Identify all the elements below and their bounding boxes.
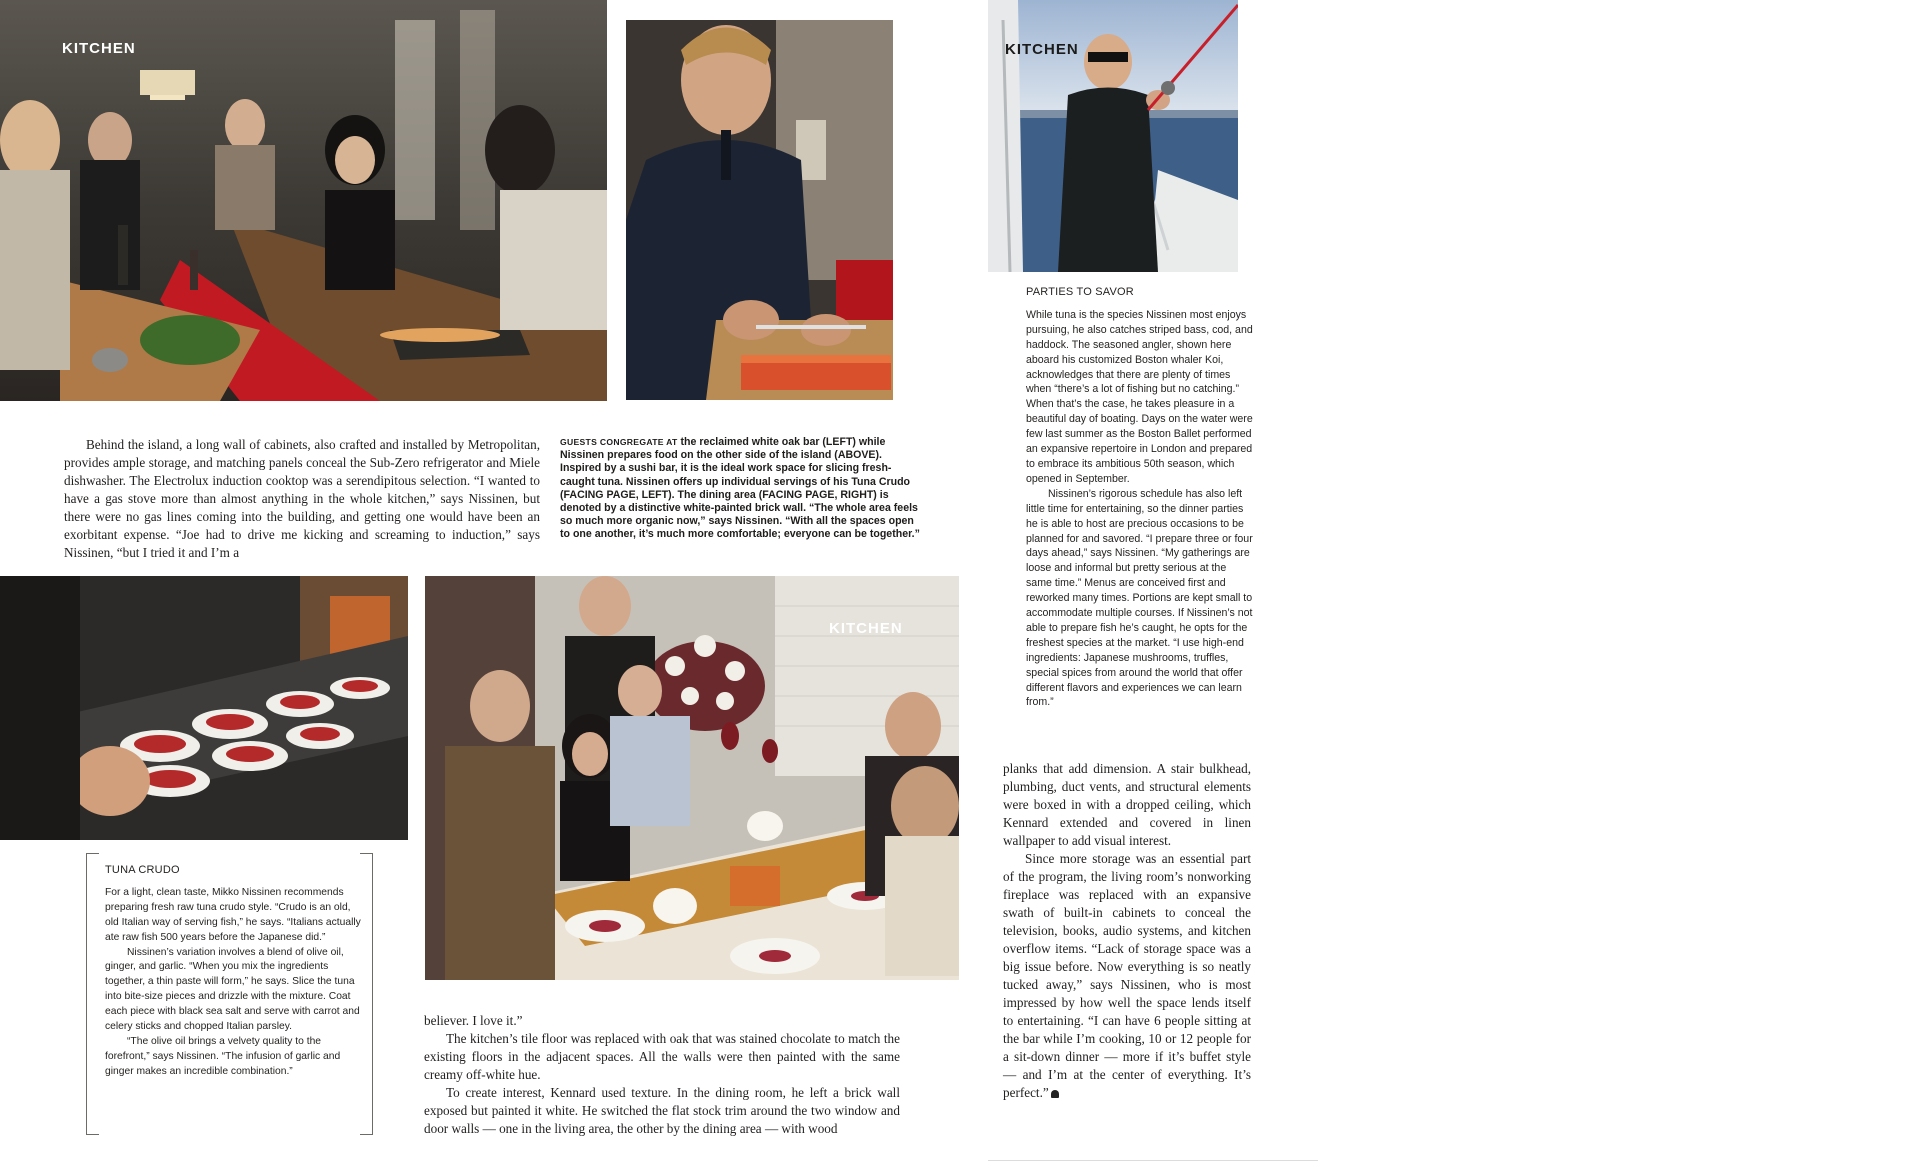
body-paragraph: To create interest, Kennard used texture. In the dining room, he left a brick wall exposed but painted it white. He switched the flat stock trim around the two window and door walls — one in the living area, the other by the dining area — with wood xyxy=(424,1085,900,1136)
body-paragraph-text: Since more storage was an essential part of the program, the living room’s nonworking fireplace was replaced with an expansive swath of built-in cabinets to conceal the television, books, audio systems, and kitchen overflow items. “Lack of storage space was a big issue before. Now everything is so neatly tucked away,” says Nissinen, who is most impressed by how well the space lends itself to entertaining. “I can have 6 people sitting at the bar while I’m cooking, 10 or 12 people for a sit-down dinner — more if it’s buffet style — and I’m at the center of everything. It’s perfect.” xyxy=(1003,851,1251,1100)
bar-scene-photo xyxy=(0,0,607,401)
caption-text: the reclaimed white oak bar (LEFT) while Nissinen prepares food on the other side of the island (ABOVE). Inspired by a sushi bar, it is the ideal work space for slicing fresh-caught tuna. Nissinen offers up individual servings of his Tuna Crudo (FACING PAGE, LEFT). The dining area (FACING PAGE, RIGHT) is denoted by a distinctive white-painted brick wall. “The whole area feels so much more organic now,” says Nissinen. “With all the spaces open to one another, it’s much more comfortable; everyone can be together.” xyxy=(560,436,920,541)
dining-toast-photo xyxy=(425,576,959,980)
recipe-paragraph: “The olive oil brings a velvety quality to the forefront,” says Nissinen. “The infusion of garlic and ginger makes an incredible combination.” xyxy=(105,1035,341,1077)
photo-caption xyxy=(560,436,922,542)
tuna-crudo-recipe xyxy=(105,863,363,1080)
section-tag: KITCHEN xyxy=(62,40,136,57)
recipe-paragraph: For a light, clean taste, Mikko Nissinen recommends preparing fresh raw tuna crudo style. “Crudo is an old, old Italian way of serving fish,” he says. “Italians actually ate raw fish 500 years before the Japanese did.” xyxy=(105,886,361,943)
body-text-bottom xyxy=(424,1012,900,1138)
section-tag: KITCHEN xyxy=(1005,41,1079,58)
recipe-box-left-bracket xyxy=(86,853,99,1135)
crudo-spoons-photo xyxy=(0,576,408,840)
body-paragraph: believer. I love it.” xyxy=(424,1013,523,1028)
caption-lead: GUESTS CONGREGATE AT xyxy=(560,437,678,447)
chef-slicing-photo xyxy=(626,20,893,400)
recipe-paragraph: Nissinen’s variation involves a blend of olive oil, ginger, and garlic. “When you mix the ingredients together, a thin paste will form,” he says. Slice the tuna into bite-size pieces and drizzle with the mixture. Coat each piece with black sea salt and serve with carrot and celery sticks and chopped Italian parsley. xyxy=(105,946,360,1033)
sidebar-paragraph: Nissinen’s rigorous schedule has also left little time for entertaining, so the dinner parties he is able to host are precious occasions to be planned for and savored. “I prepare three or four days ahead,” says Nissinen. “My gatherings are loose and informal but pretty serious at the same time.” Menus are conceived first and reworked many times. Portions are kept small to accommodate multiple courses. If Nissinen’s not able to prepare fish he’s caught, he opts for the freshest species at the market. “I use high-end ingredients: Japanese mushrooms, truffles, special spices from around the world that offer different flavors and experiences we can learn from.” xyxy=(1026,487,1253,709)
recipe-title: TUNA CRUDO xyxy=(105,864,180,876)
parties-to-savor-sidebar xyxy=(1026,285,1254,710)
sidebar-paragraph: While tuna is the species Nissinen most enjoys pursuing, he also catches striped bass, cod, and haddock. The seasoned angler, shown here aboard his customized Boston whaler Koi, acknowledges that there are plenty of times when “there’s a lot of fishing but no catching.” When that’s the case, he takes pleasure in a beautiful day of boating. Days on the water were few last summer as the Boston Ballet performed an expansive repertoire in London and prepared to embrace its ambitious 50th season, which opened in September. xyxy=(1026,308,1253,485)
body-paragraph: planks that add dimension. A stair bulkhead, plumbing, duct vents, and structural elements were boxed in with a dropped ceiling, which Kennard extended and covered in linen wallpaper to add visual interest. xyxy=(1003,761,1251,848)
end-mark-icon xyxy=(1051,1090,1059,1098)
body-text-right xyxy=(1003,760,1251,1102)
body-paragraph: The kitchen’s tile floor was replaced with oak that was stained chocolate to match the existing floors in the adjacent spaces. All the walls were then painted with the same creamy off-white hue. xyxy=(424,1031,900,1082)
section-tag: KITCHEN xyxy=(829,620,903,637)
body-paragraph: Behind the island, a long wall of cabinets, also crafted and installed by Metropolitan, provides ample storage, and matching panels conceal the Sub-Zero refrigerator and Miele dishwasher. The Electrolux induction cooktop was a serendipitous selection. “I wanted to have a gas stove more than almost anything in the whole kitchen,” says Nissinen, but there were no gas lines coming into the building, and getting one would have been an exorbitant expense. “Joe had to drive me kicking and screaming to induction,” says Nissinen, “but I tried it and I’m a xyxy=(64,437,540,560)
body-paragraph xyxy=(1003,850,1251,1102)
sidebar-title: PARTIES TO SAVOR xyxy=(1026,286,1134,298)
body-text-top xyxy=(64,436,540,562)
fishing-photo xyxy=(988,0,1238,272)
scan-edge-line xyxy=(988,1160,1318,1161)
